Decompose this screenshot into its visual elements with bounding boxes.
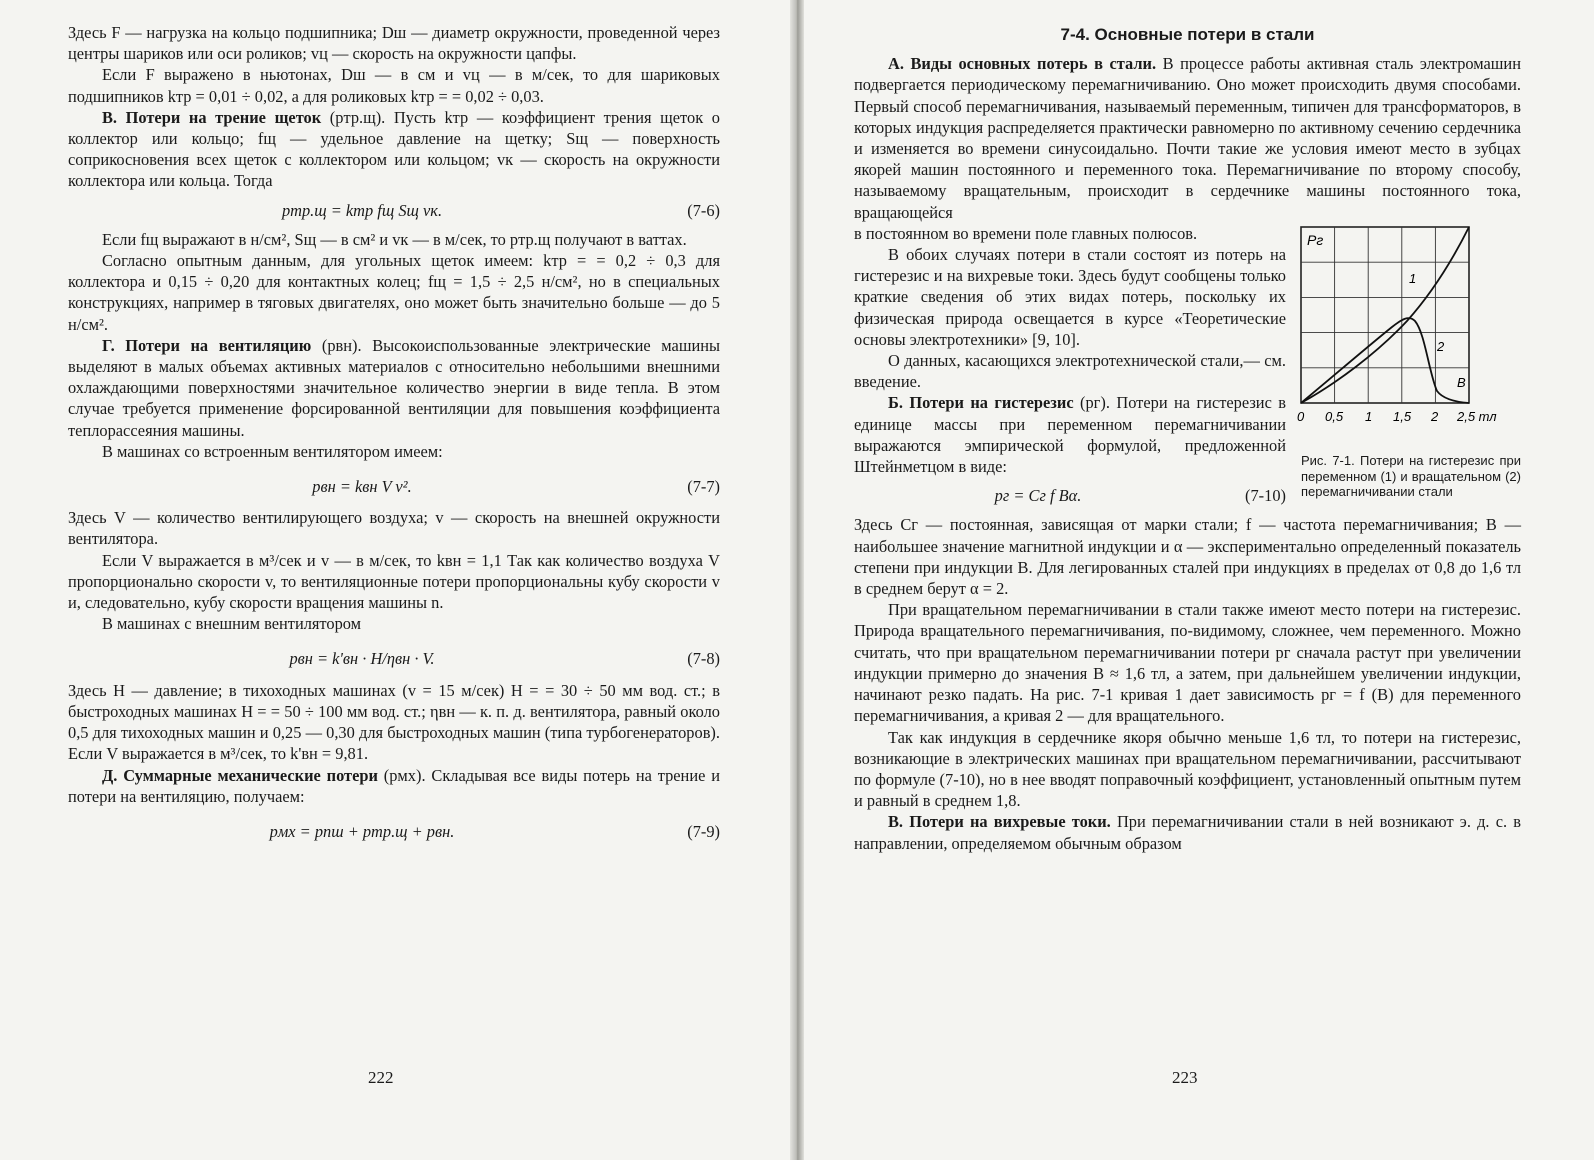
run-in-heading: В. Потери на вихревые токи. [888,812,1111,832]
formula-7-6 [68,200,720,221]
paragraph: При вращательном перемагничивании в стали также имеют место потери на гистерезис. Природа вращательного перемагничивания, по-видимому, сложнее, чем переменного. Можно считать, что при вращательном перемагничивании потери pг сначала растут при увеличении индукции примерно до значения B ≈ 1,6 тл, а затем, при дальнейшем увеличении индукции, начинают резко падать. На рис. 7-1 кривая 1 дает зависимость pг = f (B) для переменного перемагничивания, а кривая 2 — для вращательного. [854,600,1521,726]
right-text-column [854,22,1521,854]
paragraph: Если V выражается в м³/сек и v — в м/сек, то kвн = 1,1 Так как количество воздуха V пропорционально скорости v, то вентиляционные потери пропорциональны кубу скорости v и, следовательно, кубу скорости вращения машины n. [68,550,720,613]
paragraph: О данных, касающихся электротехнической стали,— см. введение. [854,351,1286,392]
hysteresis-loss-plot [1297,223,1521,441]
paragraph: В машинах с внешним вентилятором [102,614,362,634]
formula-number: (7-8) [687,649,720,669]
x-tick-label: 1 [1365,408,1373,424]
paragraph-text: (pтр.щ). Пусть kтр — коэффициент трения щеток о коллектор или кольцо; fщ — удельное давление на щетку; Sщ — поверхность соприкосновения всех щеток с коллектором или кольцом; vк — скорость на окружности коллектора или кольца. Тогда [68,107,720,191]
paragraph: Если F выражено в ньютонах, Dш — в см и vц — в м/сек, то для шариковых подшипников kтр = 0,01 ÷ 0,02, а для роликовых kтр = = 0,02 ÷ 0,03. [68,65,720,106]
formula-number: (7-10) [1245,486,1286,506]
paragraph [854,392,1286,477]
section-title: 7-4. Основные потери в стали [1060,25,1315,44]
paragraph-text: (pг). Потери на гистерезис в единице массы при переменном перемагничивании выражаются эмпирической формулой, предложенной Штейнметцом в виде: [854,393,1287,477]
figure-7-1 [1297,223,1521,515]
x-tick-label: 1,5 [1393,408,1412,424]
run-in-heading: Б. Потери на гистерезис [888,393,1074,413]
grid-lines [1301,227,1469,403]
curve-2 [1301,318,1469,403]
x-tick-label: 2,5 тл [1457,408,1497,424]
run-in-heading: Д. Суммарные механические потери [102,765,378,785]
y-axis-label: Pг [1307,231,1324,248]
formula: pтр.щ = kтр fщ Sщ vк. [281,200,443,220]
page-number: 222 [368,1068,394,1087]
formula-7-8 [68,648,720,669]
right-page [804,0,1594,1160]
b-axis-marker: B [1457,374,1466,390]
plot-frame [1301,227,1469,403]
paragraph: в постоянном во времени поле главных полюсов. [854,223,1198,243]
curve-1-label: 1 [1409,270,1417,286]
paragraph: Здесь Cг — постоянная, зависящая от марки стали; f — частота перемагничивания; B — наибольшее значение магнитной индукции и α — экспериментально определенный показатель степени при индукции B. Для легированных сталей при индукциях в пределах от 0,8 до 1,6 тл в среднем берут α = 2. [854,515,1521,599]
formula: pмх = pпш + pтр.щ + pвн. [269,821,455,841]
text-with-figure [854,223,1521,515]
paragraph: Здесь V — количество вентилирующего воздуха; v — скорость на внешней окружности вентилятора. [68,508,720,549]
paragraph [68,335,720,441]
paragraph: В машинах со встроенным вентилятором имеем: [102,441,443,461]
x-tick-label: 0,5 [1325,408,1344,424]
paragraph-text: (pвн). Высокоиспользованные электрические машины выделяют в малых объемах активных материалов с относительно небольшими внешними охлаждающими поверхностями значительное количество энергии в виде тепла. В этом случае требуется применение форсированной вентиляции для повышения коэффициента теплорассеяния машины. [68,335,720,440]
x-tick-label: 2 [1431,408,1439,424]
left-text-column [68,22,720,852]
wrapped-text [854,223,1286,515]
formula: pвн = kвн V v². [312,477,412,497]
formula-number: (7-7) [687,477,720,497]
curve-1 [1301,227,1469,403]
paragraph: Согласно опытным данным, для угольных щеток имеем: kтр = = 0,2 ÷ 0,3 для коллектора и 0,15 ÷ 0,20 для контактных колец; fщ = 1,5 ÷ 2,5 н/см², но в специальных конструкциях, например в тяговых двигателях, оно может быть значительно больше — до 5 н/см². [68,251,720,334]
book-gutter [790,0,804,1160]
paragraph: Если fщ выражают в н/см², Sщ — в см² и vк — в м/сек, то pтр.щ получают в ваттах. [102,229,687,249]
paragraph-text: (pмх). Складывая все виды потерь на трение и потери на вентиляцию, получаем: [68,765,720,806]
curve-2-label: 2 [1437,338,1445,354]
paragraph: Здесь H — давление; в тихоходных машинах (v = 15 м/сек) H = = 30 ÷ 50 мм вод. ст.; в быстроходных машинах H = = 50 ÷ 100 мм вод. ст.; ηвн — к. п. д. вентилятора, равный около 0,5 для тихоходных машин и 0,25 — 0,30 для быстроходных машин (типа турбогенераторов). Если V выражается в м³/сек, то k'вн = 9,81. [68,680,720,764]
x-tick-label: 0 [1297,408,1305,424]
paragraph-text: При перемагничивании стали в ней возникают э. д. с. в направлении, определяемом обычным образом [854,812,1521,853]
formula-number: (7-9) [687,821,720,841]
formula: pг = Cг f Bα. [994,486,1082,506]
paragraph [854,53,1521,223]
formula-7-9 [68,821,720,842]
run-in-heading: А. Виды основных потерь в стали. [888,54,1157,74]
paragraph: Так как индукция в сердечнике якоря обычно меньше 1,6 тл, то потери на гистерезис, возникающие в электрических машинах при вращательном перемагничивании, рассчитывают по формуле (7-10), но в нее вводят поправочный коэффициент, установленный опытным путем и равный в среднем 1,8. [854,727,1521,811]
figure-caption: Рис. 7-1. Потери на гистерезис при переменном (1) и вращательном (2) перемагничивании стали [1301,453,1521,500]
run-in-heading: В. Потери на трение щеток [102,107,322,127]
paragraph [854,811,1521,853]
paragraph: Здесь F — нагрузка на кольцо подшипника; Dш — диаметр окружности, проведенной через центры шариков или оси роликов; vц — скорость на окружности цапфы. [68,23,720,64]
paragraph: В обоих случаях потери в стали состоят из потерь на гистерезис и на вихревые токи. Здесь будут сообщены только краткие сведения об этих видах потерь, поскольку их физическая природа освещается в курсе «Теоретические основы электротехники» [9, 10]. [854,245,1286,349]
left-page [0,0,790,1160]
page-number: 223 [1172,1068,1198,1087]
run-in-heading: Г. Потери на вентиляцию [102,335,312,355]
formula-number: (7-6) [687,200,720,220]
paragraph [68,765,720,807]
formula-7-7 [68,476,720,497]
formula: pвн = k'вн · H/ηвн · V. [289,649,435,669]
paragraph [68,107,720,192]
paragraph-text: В процессе работы активная сталь электромашин подвергается периодическому перемагничиванию. Оно может происходить двумя способами. Первый способ перемагничивания, называемый переменным, типичен для трансформаторов, в которых индукция распределяется практически равномерно по активному сечению сердечника и изменяется во времени синусоидально. Почти такие же условия имеют место в зубцах якорей машин постоянного и переменного тока. Перемагничивание по второму способу, называемому вращательным, происходит в сердечнике машины постоянного тока, вращающейся [854,54,1521,222]
formula-7-10 [854,485,1286,506]
